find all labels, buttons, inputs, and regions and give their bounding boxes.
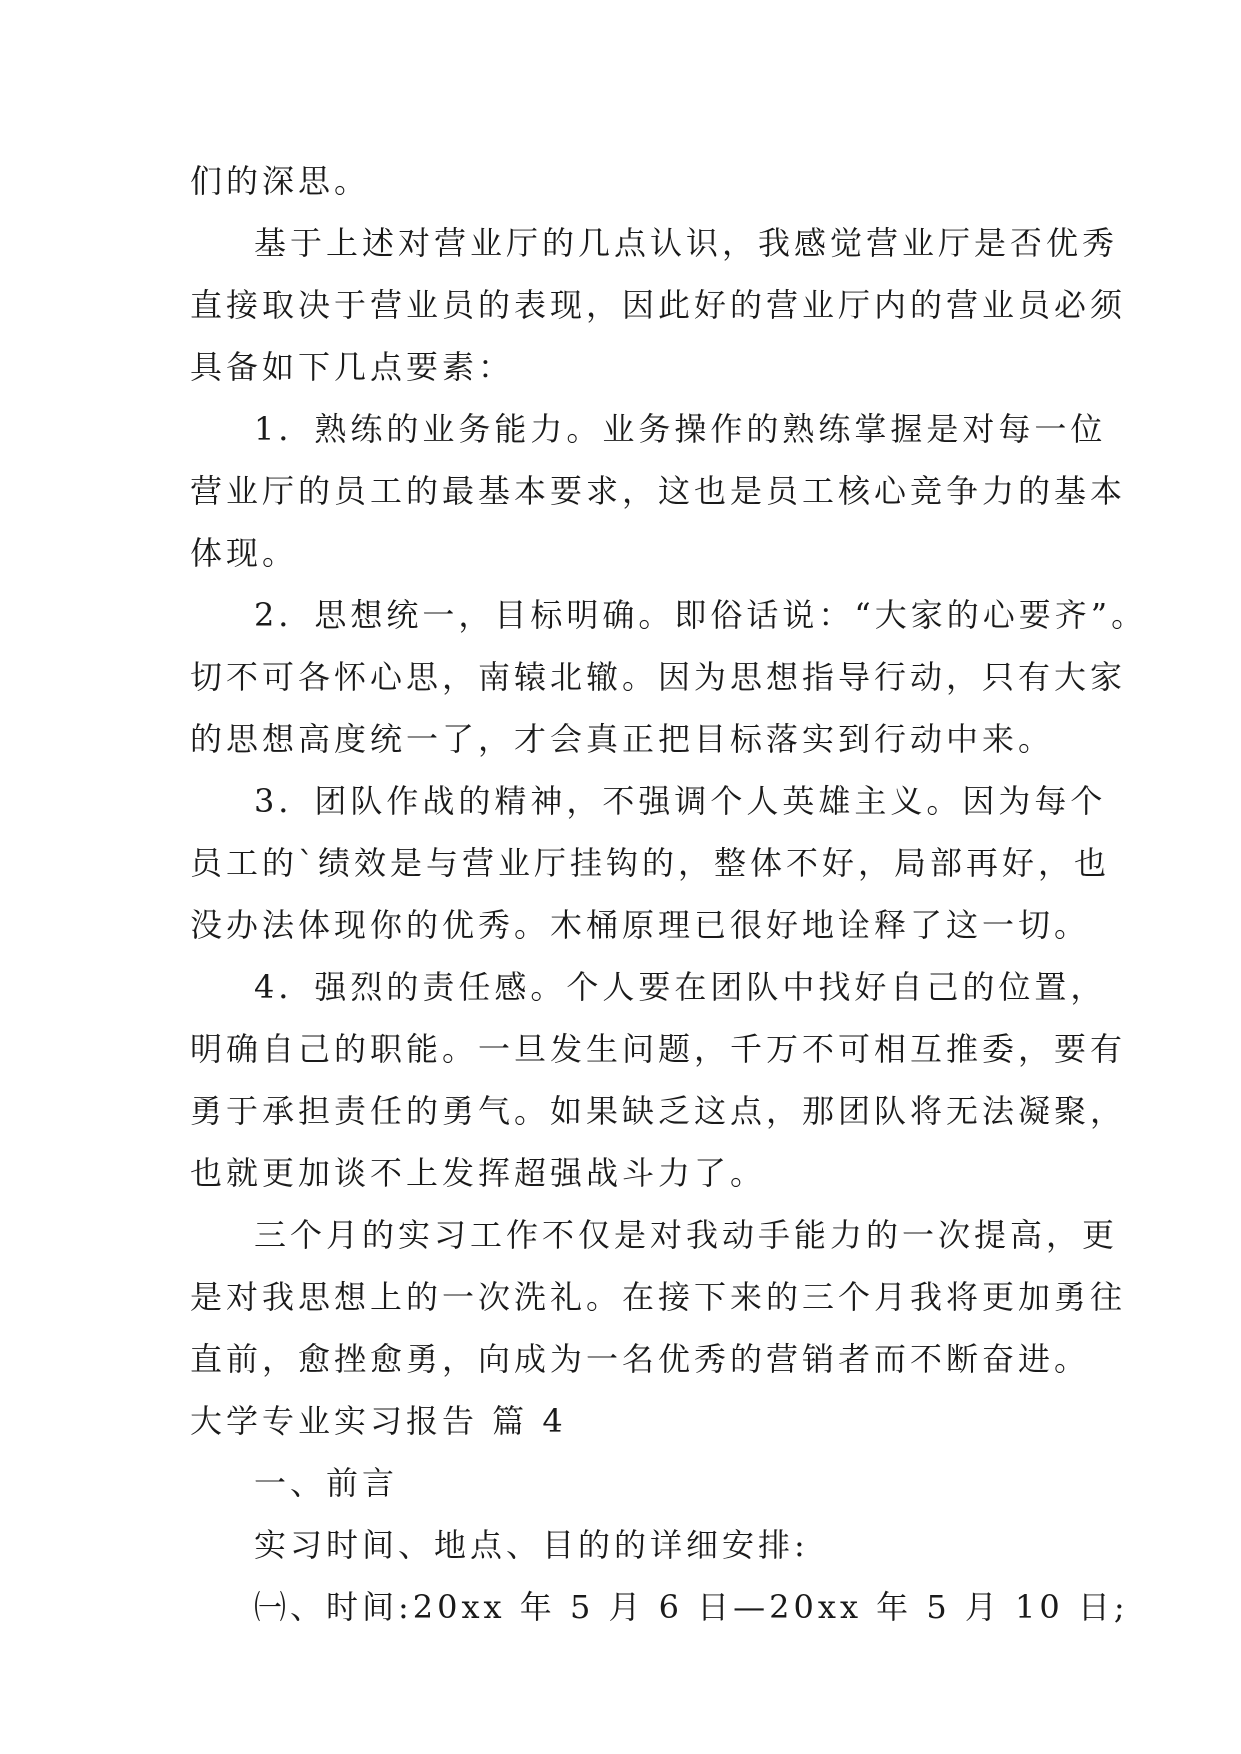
text-line: 勇于承担责任的勇气。如果缺乏这点，那团队将无法凝聚， — [190, 1092, 1127, 1130]
text-line: 没办法体现你的优秀。木桶原理已很好地诠释了这一切。 — [190, 906, 1091, 944]
text-line: 员工的`绩效是与营业厅挂钩的，整体不好，局部再好，也 — [190, 844, 1111, 882]
text-line: 也就更加谈不上发挥超强战斗力了。 — [190, 1154, 767, 1192]
text-line: 基于上述对营业厅的几点认识，我感觉营业厅是否优秀 — [254, 224, 1119, 262]
text-line: 3．团队作战的精神，不强调个人英雄主义。因为每个 — [254, 782, 1107, 820]
text-line: 2．思想统一，目标明确。即俗话说：“大家的心要齐”。 — [254, 596, 1148, 634]
text-line: 们的深思。 — [190, 162, 371, 200]
text-line: 4．强烈的责任感。个人要在团队中找好自己的位置， — [254, 968, 1107, 1006]
text-line: 直接取决于营业员的表现，因此好的营业厅内的营业员必须 — [190, 286, 1127, 324]
text-line: ㈠、时间:20xx 年 5 月 6 日—20xx 年 5 月 10 日; — [254, 1588, 1129, 1626]
text-line: 切不可各怀心思，南辕北辙。因为思想指导行动，只有大家 — [190, 658, 1127, 696]
text-line: 的思想高度统一了，才会真正把目标落实到行动中来。 — [190, 720, 1055, 758]
text-line: 三个月的实习工作不仅是对我动手能力的一次提高，更 — [254, 1216, 1119, 1254]
section-heading: 大学专业实习报告 篇 4 — [190, 1402, 567, 1440]
text-line: 具备如下几点要素： — [190, 348, 515, 386]
text-line: 是对我思想上的一次洗礼。在接下来的三个月我将更加勇往 — [190, 1278, 1127, 1316]
text-line: 直前，愈挫愈勇，向成为一名优秀的营销者而不断奋进。 — [190, 1340, 1091, 1378]
document-body — [190, 150, 1148, 1638]
text-line: 1．熟练的业务能力。业务操作的熟练掌握是对每一位 — [254, 410, 1107, 448]
text-line: 实习时间、地点、目的的详细安排: — [254, 1526, 809, 1564]
text-line: 明确自己的职能。一旦发生问题，千万不可相互推委，要有 — [190, 1030, 1127, 1068]
text-line: 体现。 — [190, 534, 299, 572]
text-line: 一、前言 — [254, 1464, 399, 1502]
text-line: 营业厅的员工的最基本要求，这也是员工核心竞争力的基本 — [190, 472, 1127, 510]
